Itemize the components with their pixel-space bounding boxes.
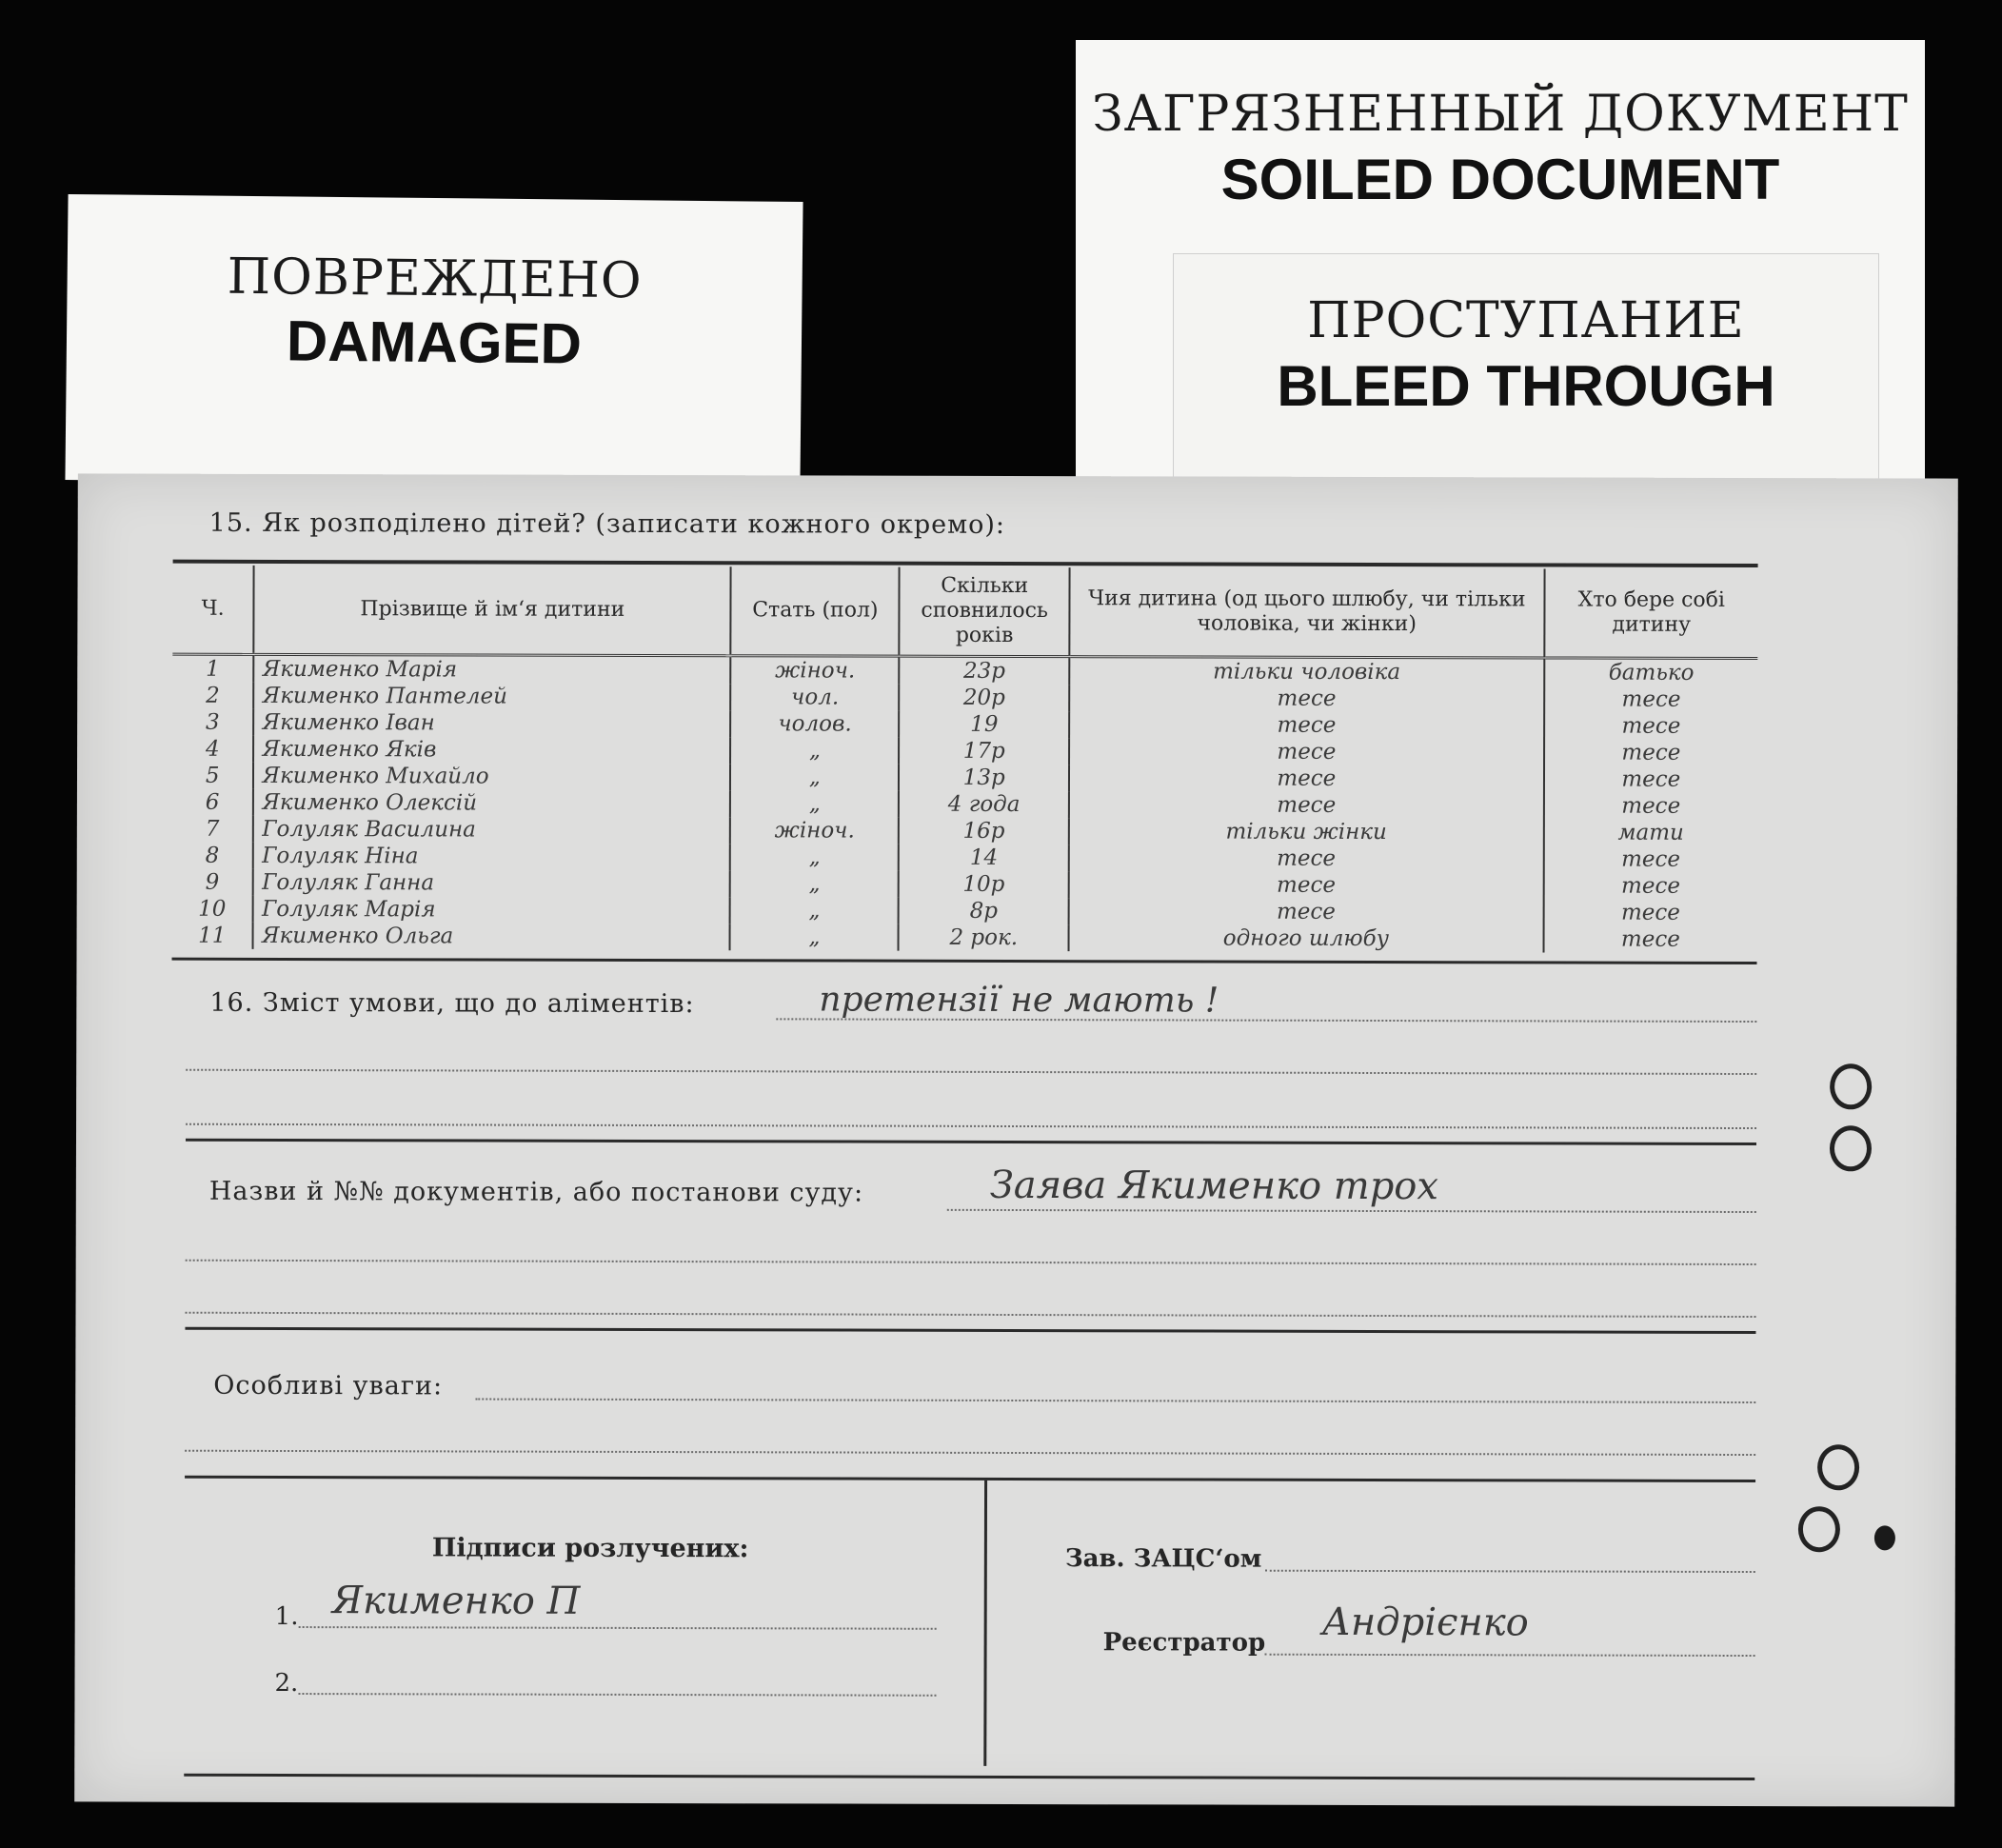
section-rule-2 (185, 1327, 1755, 1334)
child-origin: одного шлюбу (1069, 924, 1544, 952)
row-number: 6 (205, 789, 220, 815)
child-age: 16р (899, 818, 1069, 845)
row-number: 4 (205, 736, 220, 762)
signatures-divider (983, 1480, 987, 1766)
child-sex: „ (730, 844, 899, 870)
section-rule-1 (186, 1139, 1756, 1145)
child-name: Якименко Олексій (253, 789, 730, 817)
child-name: Якименко Пантелей (254, 683, 731, 710)
question-15: 15. Як розподілено дітей? (записати кожного окремо): (208, 507, 1006, 540)
notes-label: Особливі уваги: (213, 1370, 444, 1401)
child-name: Голуляк Марія (253, 896, 730, 924)
child-custody: тесе (1544, 765, 1757, 793)
q16-line-2 (186, 1069, 1756, 1075)
documents-label: Назви й №№ документів, або постанови суду: (208, 1176, 864, 1208)
documents-value: Заява Якименко трох (989, 1162, 1439, 1209)
child-custody: мати (1543, 819, 1756, 846)
child-age: 19 (900, 711, 1070, 738)
child-name: Голуляк Василина (253, 816, 730, 844)
child-name: Якименко Марія (254, 654, 731, 684)
child-custody: батько (1544, 658, 1757, 686)
col-header-custody: Хто бере собі дитину (1544, 568, 1758, 658)
row-number: 3 (206, 709, 220, 735)
child-name: Голуляк Ніна (253, 843, 730, 870)
child-sex: „ (730, 790, 899, 817)
table-row (172, 843, 1757, 873)
binding-hole-4 (1798, 1506, 1840, 1552)
soiled-label-ru: ЗАГРЯЗНЕННЫЙ ДОКУМЕНТ (1092, 86, 1909, 143)
table-row (172, 763, 1757, 793)
child-origin: тесе (1069, 845, 1544, 872)
row-number: 1 (206, 656, 220, 682)
child-origin: тесе (1069, 711, 1544, 739)
signature-1-line (299, 1626, 937, 1630)
child-sex: чол. (731, 684, 900, 710)
child-sex: жіноч. (731, 656, 900, 685)
binding-hole-5 (1874, 1525, 1895, 1550)
binding-hole-3 (1817, 1444, 1859, 1490)
child-name: Якименко Іван (254, 709, 731, 737)
child-age: 20р (900, 685, 1070, 711)
table-row (172, 923, 1757, 953)
child-sex: чолов. (731, 710, 900, 737)
damaged-label-en: DAMAGED (286, 308, 583, 376)
q16-line-3 (186, 1123, 1756, 1129)
child-origin: тесе (1069, 738, 1544, 765)
child-custody: тесе (1543, 845, 1756, 873)
section-rule-3 (185, 1476, 1755, 1482)
child-name: Якименко Михайло (253, 763, 730, 790)
child-age: 2 рок. (899, 924, 1069, 951)
row-number: 10 (198, 896, 227, 922)
question-16-label: 16. Зміст умови, що до аліментів: (209, 987, 695, 1020)
child-custody: тесе (1543, 872, 1756, 900)
binding-hole-2 (1830, 1125, 1872, 1171)
row-number: 9 (205, 869, 220, 895)
child-custody: тесе (1544, 712, 1757, 740)
child-sex: „ (730, 897, 899, 924)
child-origin: тільки жінки (1069, 818, 1544, 845)
table-row (172, 709, 1757, 740)
soiled-label-en: SOILED DOCUMENT (1220, 148, 1780, 211)
table-row (172, 789, 1757, 820)
child-custody: тесе (1543, 925, 1756, 953)
row-number: 11 (198, 923, 227, 948)
table-row (172, 683, 1757, 713)
child-age: 4 года (899, 791, 1069, 818)
col-header-whose-child: Чия дитина (од цього шлюбу, чи тільки чоловіка, чи жінки) (1069, 567, 1544, 658)
child-custody: тесе (1544, 739, 1757, 766)
table-bottom-rule (171, 958, 1756, 964)
registrar-line (1265, 1654, 1755, 1657)
signature-1-value: Якименко П (331, 1579, 581, 1623)
child-age: 23р (900, 656, 1070, 685)
child-sex: жіноч. (730, 817, 899, 844)
signature-2-number: 2. (274, 1668, 299, 1699)
table-header-row (172, 566, 1757, 659)
child-name: Якименко Ольга (253, 923, 730, 950)
child-origin: тільки чоловіка (1069, 657, 1544, 686)
child-sex: „ (730, 764, 899, 790)
table-row (172, 816, 1757, 846)
bleed-label-card (1173, 253, 1879, 493)
binding-hole-1 (1830, 1063, 1872, 1109)
child-custody: тесе (1544, 792, 1757, 820)
child-custody: тесе (1543, 899, 1756, 926)
child-age: 13р (899, 765, 1069, 791)
zags-head-label: Зав. ЗАЦС‘ом (1064, 1544, 1262, 1574)
signatures-title: Підписи розлучених: (431, 1533, 749, 1564)
zags-head-line (1265, 1570, 1755, 1573)
signature-1-number: 1. (274, 1601, 299, 1632)
child-age: 10р (899, 871, 1069, 898)
child-origin: тесе (1069, 791, 1544, 819)
registrar-label: Реєстратор (1102, 1628, 1266, 1658)
child-name: Якименко Яків (253, 736, 730, 764)
row-number: 7 (205, 816, 220, 842)
table-row (172, 736, 1757, 766)
documents-line-2 (186, 1260, 1756, 1265)
child-origin: тесе (1069, 685, 1544, 712)
child-origin: тесе (1069, 765, 1544, 792)
row-number: 2 (206, 683, 220, 708)
child-age: 8р (899, 898, 1069, 924)
child-age: 17р (899, 738, 1069, 765)
damaged-label-ru: ПОВРЕЖДЕНО (227, 248, 643, 310)
children-table (172, 566, 1758, 953)
child-sex: „ (730, 737, 899, 764)
registrar-signature: Андрієнко (1321, 1600, 1529, 1645)
damaged-label-card (65, 194, 803, 487)
child-origin: тесе (1069, 898, 1544, 925)
col-header-name: Прізвище й ім‘я дитини (254, 566, 731, 656)
page-bottom-rule (184, 1774, 1754, 1780)
child-name: Голуляк Ганна (253, 869, 730, 897)
q16-value: претензії не мають ! (819, 980, 1219, 1021)
bleed-label-en: BLEED THROUGH (1277, 354, 1775, 418)
table-row (172, 896, 1757, 926)
notes-line-1 (475, 1399, 1755, 1404)
col-header-number: Ч. (172, 566, 254, 655)
col-header-sex: Стать (пол) (731, 566, 900, 656)
child-sex: „ (730, 870, 899, 897)
children-table-body (172, 654, 1758, 953)
row-number: 5 (205, 763, 220, 788)
document-page (74, 473, 1958, 1806)
notes-line-2 (185, 1450, 1755, 1456)
table-row (172, 869, 1757, 900)
table-row (172, 654, 1757, 686)
bleed-label-ru: ПРОСТУПАНИЕ (1307, 292, 1745, 349)
signature-2-line (298, 1693, 936, 1697)
child-sex: „ (730, 924, 899, 950)
row-number: 8 (205, 843, 220, 868)
col-header-age: Скільки сповнилось років (900, 567, 1070, 657)
child-custody: тесе (1544, 686, 1757, 713)
child-origin: тесе (1069, 871, 1544, 899)
child-age: 14 (899, 845, 1069, 871)
documents-line-3 (186, 1312, 1756, 1318)
documents-line-1 (947, 1209, 1756, 1213)
